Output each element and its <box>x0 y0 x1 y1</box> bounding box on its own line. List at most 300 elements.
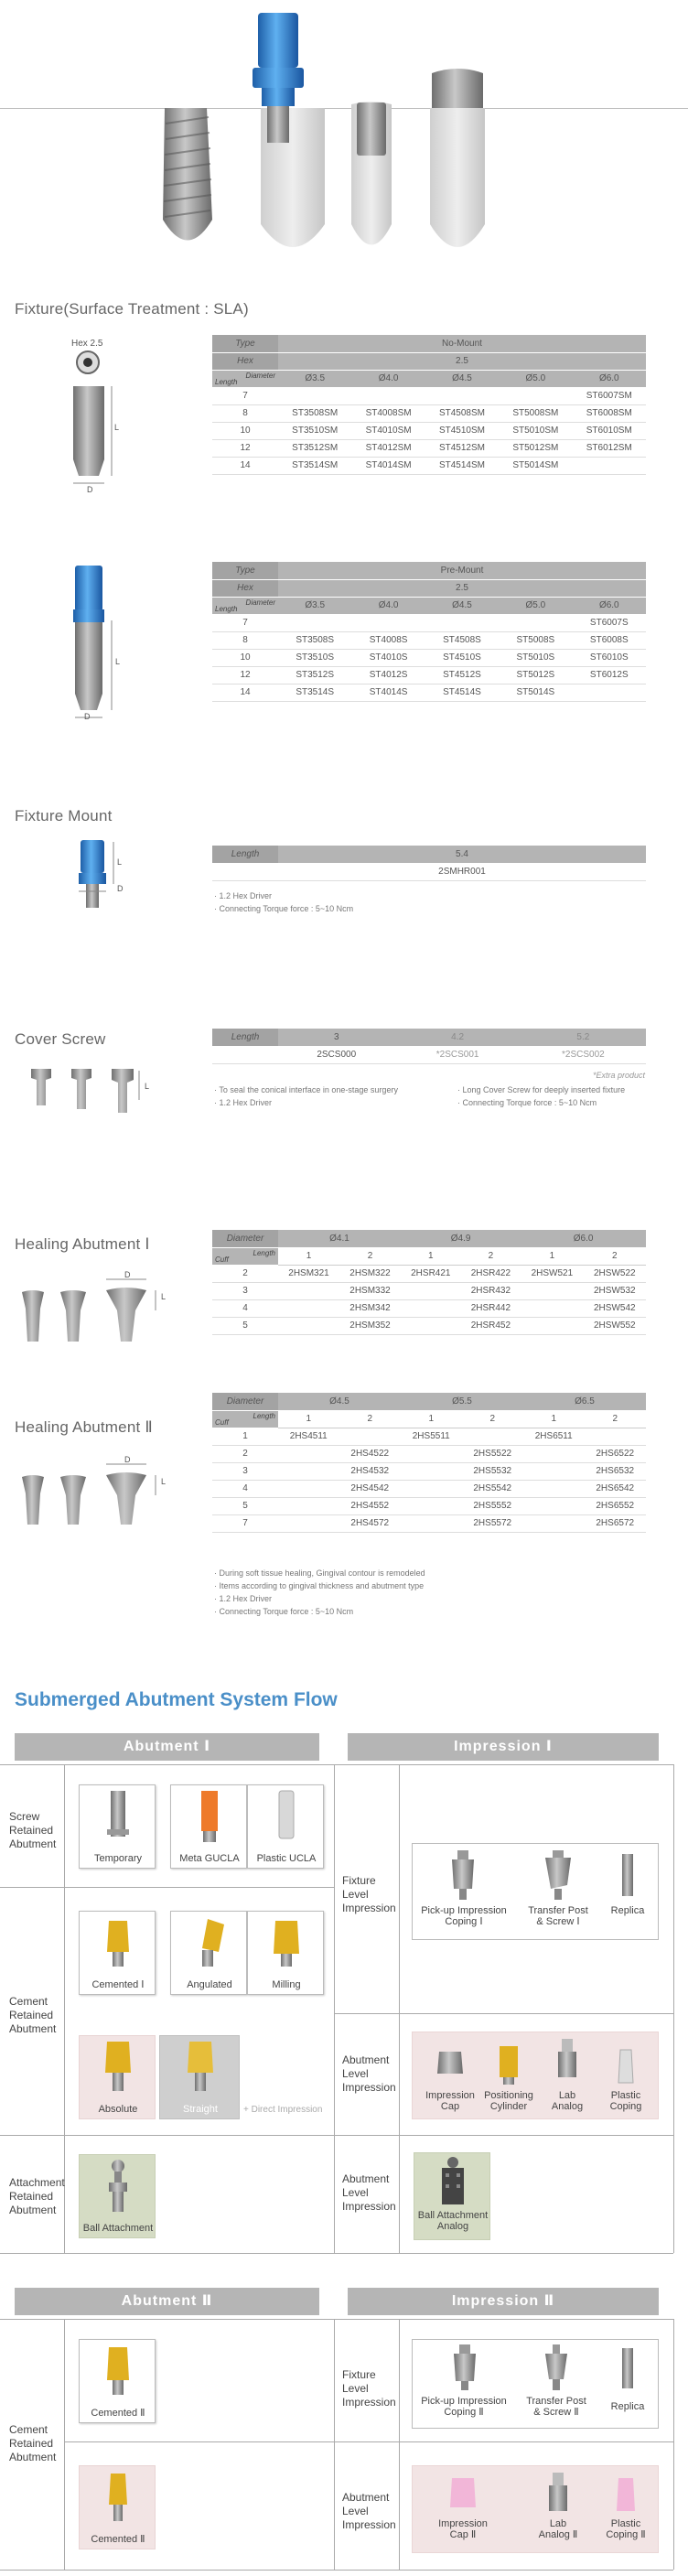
row-key: 14 <box>212 457 278 474</box>
fixture-mount-table <box>212 846 646 881</box>
length-subcol: 2 <box>339 1410 401 1428</box>
l-dimension-label: L <box>117 857 123 867</box>
ball-attachment-analog-card[interactable] <box>414 2152 490 2240</box>
extra-product-note: *Extra product <box>593 1071 646 1080</box>
part-code: ST6010SM <box>573 422 646 439</box>
part-code: 2HS5522 <box>461 1445 522 1462</box>
part-code: *2SCS001 <box>394 1046 520 1063</box>
table-row <box>212 1265 646 1282</box>
length-subcol: 2 <box>461 1410 522 1428</box>
row-key: 14 <box>212 684 278 701</box>
part-code: ST4508S <box>425 631 499 649</box>
part-code <box>351 614 425 631</box>
meta-gucla-card[interactable] <box>170 1784 247 1869</box>
replica1-label[interactable]: Replica <box>610 1905 645 1916</box>
diameter-col: Ø3.5 <box>278 370 351 387</box>
part-code: ST4510SM <box>425 422 499 439</box>
length-subcol: 2 <box>461 1247 521 1265</box>
impression-cap2-label[interactable]: Impression Cap Ⅱ <box>438 2518 488 2540</box>
row-label-attachment-retained: Attachment Retained Abutment <box>9 2176 65 2216</box>
row-key: 12 <box>212 666 278 684</box>
note: · 1.2 Hex Driver <box>214 1594 273 1603</box>
positioning-cylinder-label[interactable]: Positioning Cylinder <box>484 2090 533 2112</box>
fixture-mount-title: Fixture Mount <box>15 807 113 825</box>
length-subcol: 1 <box>401 1410 462 1428</box>
row-label-fixture-level: Fixture Level Impression <box>342 2368 396 2409</box>
part-code: ST5012S <box>499 666 572 684</box>
part-code: ST6012S <box>573 666 646 684</box>
part-code <box>278 1299 339 1317</box>
cemented2-card[interactable] <box>79 2339 156 2423</box>
milling-card[interactable] <box>247 1911 324 1995</box>
fixture-sla-drawing <box>64 350 146 496</box>
row-key: 4 <box>212 1299 278 1317</box>
part-code: ST4010S <box>351 649 425 666</box>
hex-value: 2.5 <box>278 352 646 370</box>
pickup-coping2-label[interactable]: Pick-up Impression Coping Ⅱ <box>421 2396 507 2418</box>
fixture-mount-drawing <box>75 840 130 913</box>
row-key: 2 <box>212 1445 278 1462</box>
table-row <box>212 457 646 474</box>
healing2-table <box>212 1393 646 1533</box>
hex-header: Hex <box>212 579 278 597</box>
cover-screw-notes-right <box>457 1083 625 1109</box>
plastic-coping-image <box>607 2046 644 2092</box>
diameter-length-header <box>212 370 278 387</box>
card-caption: Absolute <box>98 2104 138 2115</box>
impression1-header: Impression Ⅰ <box>348 1733 659 1761</box>
type-value: No-Mount <box>278 335 646 352</box>
part-code: ST4012SM <box>351 439 425 457</box>
row-key: 3 <box>212 1282 278 1299</box>
part-code: 2HSW532 <box>584 1282 646 1299</box>
row-label-cement-retained: Cement Retained Abutment <box>9 1995 57 2035</box>
diameter-col: Ø3.5 <box>278 597 351 614</box>
part-code <box>401 1514 462 1532</box>
part-code: 2HS6511 <box>523 1428 585 1445</box>
part-code: ST6008S <box>573 631 646 649</box>
lab-analog2-label[interactable]: Lab Analog Ⅱ <box>538 2518 578 2540</box>
transfer-post1-image <box>531 1848 586 1903</box>
part-code: ST3510SM <box>278 422 351 439</box>
part-code: ST5014SM <box>499 457 572 474</box>
transfer-post2-image <box>529 2343 584 2394</box>
l-dimension-label: L <box>145 1082 150 1091</box>
part-code: ST4012S <box>351 666 425 684</box>
l-dimension-label: L <box>161 1477 167 1486</box>
cover-screw-table <box>212 1029 646 1064</box>
card-caption: Cemented Ⅱ <box>91 2408 145 2419</box>
diameter-col: Ø6.0 <box>573 370 646 387</box>
part-code: ST4008S <box>351 631 425 649</box>
part-code <box>278 1514 339 1532</box>
diameter-col: Ø5.5 <box>401 1393 523 1410</box>
angulated-card[interactable] <box>170 1911 247 1995</box>
part-code: 2HS5511 <box>401 1428 462 1445</box>
part-code <box>339 1428 401 1445</box>
grid-line <box>0 2570 673 2571</box>
row-key: 10 <box>212 422 278 439</box>
part-code <box>278 1282 339 1299</box>
part-code: ST3514S <box>278 684 351 701</box>
note: · 1.2 Hex Driver <box>214 891 273 900</box>
part-code <box>278 1445 339 1462</box>
part-code: ST5008S <box>499 631 572 649</box>
d-dimension-label: D <box>124 1270 131 1279</box>
table-row <box>212 1480 646 1497</box>
part-code: ST4008SM <box>351 404 425 422</box>
note: · Items according to gingival thickness and abutment type <box>214 1581 425 1590</box>
lab-analog-image <box>549 2037 586 2083</box>
abutment2-header: Abutment Ⅱ <box>15 2288 319 2315</box>
length-subcol: 1 <box>278 1410 339 1428</box>
part-code: 2HSR452 <box>461 1317 521 1334</box>
diameter-header: Diameter <box>212 1393 278 1410</box>
pickup-coping1-label[interactable]: Pick-up Impression Coping Ⅰ <box>421 1905 507 1927</box>
card-caption: Temporary <box>94 1853 142 1864</box>
d-dimension-label: D <box>84 712 91 721</box>
type-header: Type <box>212 562 278 579</box>
part-code: ST5010S <box>499 649 572 666</box>
part-code <box>278 1497 339 1514</box>
part-code: 2HS6542 <box>584 1480 646 1497</box>
part-code: *2SCS002 <box>521 1046 646 1063</box>
part-code: 2HS5552 <box>461 1497 522 1514</box>
hero-implants-illustration <box>0 0 688 265</box>
healing2-drawing <box>18 1455 192 1528</box>
part-code: 2HS6522 <box>584 1445 646 1462</box>
part-code: ST4514S <box>425 684 499 701</box>
diameter-header: Diameter <box>245 371 275 380</box>
plastic-coping2-label[interactable]: Plastic Coping Ⅱ <box>606 2518 646 2540</box>
part-code: ST3514SM <box>278 457 351 474</box>
cemented2-alt-card[interactable] <box>79 2465 156 2549</box>
healing1-table <box>212 1230 646 1335</box>
diameter-col: Ø6.5 <box>523 1393 646 1410</box>
ball-attachment-card[interactable] <box>79 2154 156 2238</box>
part-code: ST4512SM <box>425 439 499 457</box>
row-key: 5 <box>212 1497 278 1514</box>
length-header: Length <box>253 1248 275 1257</box>
part-code: 2HSM352 <box>339 1317 401 1334</box>
part-code <box>523 1445 585 1462</box>
note: · To seal the conical interface in one-stage surgery <box>214 1085 398 1094</box>
absolute-card[interactable] <box>79 2035 156 2119</box>
grid-line <box>0 2319 673 2320</box>
plastic-coping-label[interactable]: Plastic Coping <box>609 2090 642 2112</box>
d-dimension-label: D <box>87 485 93 494</box>
temporary-abutment-card[interactable] <box>79 1784 156 1869</box>
lab-analog-label[interactable]: Lab Analog <box>551 2090 584 2112</box>
part-code: ST5012SM <box>499 439 572 457</box>
part-code: 2HSM321 <box>278 1265 339 1282</box>
row-key: 2 <box>212 1265 278 1282</box>
fixture-sla-title: Fixture(Surface Treatment : SLA) <box>15 300 249 318</box>
part-code: ST3508S <box>278 631 351 649</box>
part-code: ST5008SM <box>499 404 572 422</box>
grid-line <box>334 2319 335 2570</box>
fixture-premount-table <box>212 562 646 702</box>
part-code: 2HS6552 <box>584 1497 646 1514</box>
note: · Connecting Torque force : 5~10 Ncm <box>214 1607 354 1616</box>
part-code: ST6012SM <box>573 439 646 457</box>
length-subcol: 1 <box>278 1247 339 1265</box>
card-caption: Milling <box>272 1979 301 1990</box>
replica2-label[interactable]: Replica <box>610 2401 645 2412</box>
row-label-abutment-level: Abutment Level Impression <box>342 2172 396 2213</box>
part-code <box>278 1317 339 1334</box>
card-caption: Cemented Ⅰ <box>91 1979 145 1990</box>
length-subcol: 2 <box>339 1247 401 1265</box>
card-caption: Angulated <box>187 1979 232 1990</box>
length-col: 3 <box>278 1029 394 1046</box>
part-code: 2HSW521 <box>521 1265 583 1282</box>
card-caption: Cemented Ⅱ <box>91 2534 145 2545</box>
l-dimension-label: L <box>161 1292 167 1301</box>
card-caption: Meta GUCLA <box>179 1853 240 1864</box>
part-code: 2HSW542 <box>584 1299 646 1317</box>
part-code <box>351 387 425 404</box>
part-code: ST4010SM <box>351 422 425 439</box>
replica1-image <box>609 1848 646 1903</box>
grid-line <box>0 2253 673 2254</box>
pickup-coping1-image <box>435 1848 490 1903</box>
grid-line <box>0 1764 673 1765</box>
part-code <box>401 1462 462 1480</box>
healing1-title: Healing Abutment Ⅰ <box>15 1235 150 1253</box>
part-code <box>584 1428 646 1445</box>
fixture-sla-table <box>212 335 646 475</box>
part-code: 2HSR421 <box>401 1265 461 1282</box>
part-code: 2HS4542 <box>339 1480 401 1497</box>
row-key: 7 <box>212 387 278 404</box>
note: · During soft tissue healing, Gingival contour is remodeled <box>214 1568 425 1578</box>
healing1-drawing <box>18 1270 192 1343</box>
note: · Long Cover Screw for deeply inserted fixture <box>457 1085 626 1094</box>
row-key: 7 <box>212 1514 278 1532</box>
part-code <box>523 1497 585 1514</box>
part-code <box>499 614 572 631</box>
row-label-abutment-level: Abutment Level Impression <box>342 2053 396 2094</box>
diameter-col: Ø4.5 <box>425 597 499 614</box>
part-code <box>523 1514 585 1532</box>
replica2-image <box>609 2343 646 2394</box>
cover-screw-notes-left <box>214 1083 398 1109</box>
table-row <box>212 1497 646 1514</box>
direct-impression-note: + Direct Impression <box>243 2105 323 2115</box>
note: · Connecting Torque force : 5~10 Ncm <box>457 1098 597 1107</box>
grid-line <box>0 1887 334 1888</box>
lab-analog2-image <box>540 2471 576 2517</box>
part-code: 2HSR442 <box>461 1299 521 1317</box>
transfer-post2-label[interactable]: Transfer Post & Screw Ⅱ <box>526 2396 586 2418</box>
part-code <box>401 1445 462 1462</box>
row-key: 7 <box>212 614 278 631</box>
grid-line <box>673 2319 674 2570</box>
table-row <box>212 1317 646 1334</box>
part-code: ST5010SM <box>499 422 572 439</box>
part-code: 2HSM342 <box>339 1299 401 1317</box>
grid-line <box>399 1764 400 2253</box>
length-header: Length <box>215 377 238 386</box>
grid-line <box>334 2013 673 2014</box>
l-dimension-label: L <box>114 423 120 432</box>
d-dimension-label: D <box>117 884 124 893</box>
part-code <box>401 1497 462 1514</box>
length-subcol: 2 <box>584 1247 646 1265</box>
table-row <box>212 666 646 684</box>
part-code <box>278 614 351 631</box>
table-row <box>212 1282 646 1299</box>
part-code: 2HSW522 <box>584 1265 646 1282</box>
note: · Connecting Torque force : 5~10 Ncm <box>214 904 354 913</box>
part-code <box>521 1299 583 1317</box>
diameter-header: Diameter <box>212 1230 278 1247</box>
diameter-length-header <box>212 597 278 614</box>
table-row <box>212 1514 646 1532</box>
part-code: ST4514SM <box>425 457 499 474</box>
part-code: ST6007S <box>573 614 646 631</box>
length-subcol: 2 <box>584 1410 646 1428</box>
impression-cap2-image <box>445 2473 481 2518</box>
grid-line <box>64 2441 673 2442</box>
cover-screw-title: Cover Screw <box>15 1030 106 1048</box>
grid-line <box>399 2319 400 2570</box>
table-row <box>212 404 646 422</box>
part-code: 2HS5532 <box>461 1462 522 1480</box>
type-value: Pre-Mount <box>278 562 646 579</box>
length-header: Length <box>212 846 278 863</box>
part-code: ST6008SM <box>573 404 646 422</box>
part-code: ST4508SM <box>425 404 499 422</box>
part-code: ST6007SM <box>573 387 646 404</box>
hex-header: Hex <box>212 352 278 370</box>
part-code: 2HS4511 <box>278 1428 339 1445</box>
part-code <box>523 1480 585 1497</box>
part-code: ST5014S <box>499 684 572 701</box>
part-code: 2SCS000 <box>278 1046 394 1063</box>
part-code: ST4512S <box>425 666 499 684</box>
hex-value: 2.5 <box>278 579 646 597</box>
table-row <box>212 1299 646 1317</box>
length-header: Length <box>215 604 238 613</box>
length-col: 4.2 <box>394 1029 520 1046</box>
part-code <box>401 1317 461 1334</box>
diameter-col: Ø6.0 <box>573 597 646 614</box>
diameter-col: Ø4.9 <box>401 1230 521 1247</box>
part-code <box>461 1428 522 1445</box>
part-code: 2HSR422 <box>461 1265 521 1282</box>
part-code <box>499 387 572 404</box>
card-caption: Ball Attachment <box>82 2223 154 2234</box>
grid-line <box>673 1764 674 2253</box>
table-row <box>212 1462 646 1480</box>
table-row <box>212 614 646 631</box>
cuff-header: Cuff <box>215 1417 229 1427</box>
grid-line <box>0 2135 673 2136</box>
row-key: 12 <box>212 439 278 457</box>
table-row <box>212 684 646 701</box>
part-code <box>401 1282 461 1299</box>
part-code: ST4014S <box>351 684 425 701</box>
table-row <box>212 649 646 666</box>
table-row <box>212 422 646 439</box>
part-code: ST3510S <box>278 649 351 666</box>
healing2-title: Healing Abutment Ⅱ <box>15 1418 153 1436</box>
diameter-col: Ø4.1 <box>278 1230 401 1247</box>
length-header: Length <box>253 1411 275 1420</box>
diameter-col: Ø4.5 <box>425 370 499 387</box>
part-code: 2HS4572 <box>339 1514 401 1532</box>
diameter-col: Ø4.0 <box>351 370 425 387</box>
row-key: 1 <box>212 1428 278 1445</box>
card-caption: Ball Attachment Analog <box>417 2210 489 2232</box>
row-label-abutment-level: Abutment Level Impression <box>342 2491 396 2531</box>
part-code: ST4014SM <box>351 457 425 474</box>
type-header: Type <box>212 335 278 352</box>
row-key: 5 <box>212 1317 278 1334</box>
table-row <box>212 387 646 404</box>
hex-size-label: Hex 2.5 <box>71 339 103 349</box>
part-code: 2SMHR001 <box>278 863 646 880</box>
part-code <box>521 1317 583 1334</box>
part-code: 2HSM332 <box>339 1282 401 1299</box>
part-code <box>278 387 351 404</box>
part-code: ST3512SM <box>278 439 351 457</box>
empty-cell <box>212 1046 278 1063</box>
part-code: 2HS4532 <box>339 1462 401 1480</box>
flow-title: Submerged Abutment System Flow <box>15 1689 338 1710</box>
part-code: 2HSM322 <box>339 1265 401 1282</box>
part-code <box>278 1480 339 1497</box>
length-cuff-header <box>212 1410 278 1428</box>
part-code: ST3512S <box>278 666 351 684</box>
note: · 1.2 Hex Driver <box>214 1098 273 1107</box>
part-code: 2HS5542 <box>461 1480 522 1497</box>
empty-cell <box>212 863 278 880</box>
length-subcol: 1 <box>521 1247 583 1265</box>
diameter-col: Ø6.0 <box>521 1230 646 1247</box>
transfer-post1-label[interactable]: Transfer Post & Screw Ⅰ <box>528 1905 588 1927</box>
row-key: 10 <box>212 649 278 666</box>
part-code <box>521 1282 583 1299</box>
part-code: 2HS4552 <box>339 1497 401 1514</box>
impression2-header: Impression Ⅱ <box>348 2288 659 2315</box>
row-key: 8 <box>212 631 278 649</box>
part-code <box>401 1480 462 1497</box>
straight-card[interactable] <box>159 2035 240 2119</box>
length-cuff-header <box>212 1247 278 1265</box>
length-subcol: 1 <box>401 1247 461 1265</box>
plastic-coping2-image <box>607 2474 644 2520</box>
fixture-premount-drawing <box>68 566 141 721</box>
length-col: 5.2 <box>521 1029 646 1046</box>
part-code <box>523 1462 585 1480</box>
part-code <box>425 614 499 631</box>
impression-cap-image <box>432 2042 468 2088</box>
positioning-cylinder-image <box>490 2042 527 2088</box>
cemented1-card[interactable] <box>79 1911 156 1995</box>
diameter-col: Ø4.0 <box>351 597 425 614</box>
diameter-col: Ø5.0 <box>499 370 572 387</box>
diameter-header: Diameter <box>245 598 275 607</box>
part-code: ST6010S <box>573 649 646 666</box>
grid-line <box>64 2319 65 2570</box>
diameter-col: Ø5.0 <box>499 597 572 614</box>
row-label-screw-retained: Screw Retained Abutment <box>9 1810 57 1850</box>
impression-cap-label[interactable]: Impression Cap <box>425 2090 475 2112</box>
plastic-ucla-card[interactable] <box>247 1784 324 1869</box>
